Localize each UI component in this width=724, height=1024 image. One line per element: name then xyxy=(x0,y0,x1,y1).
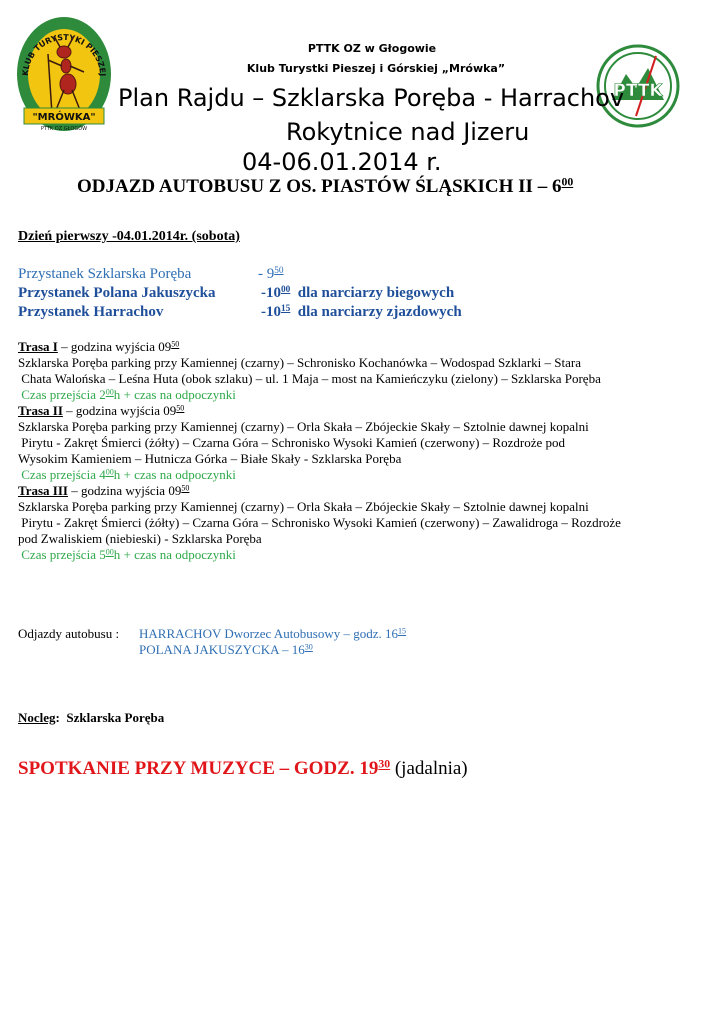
route-heading: Trasa I – godzina wyjścia $09^{50}$ xyxy=(18,339,180,354)
route-heading: Trasa III – godzina wyjścia $09^{50}$ xyxy=(18,483,190,498)
stop-label: Przystanek Polana Jakuszycka xyxy=(18,285,216,301)
route-heading: Trasa II – godzina wyjścia $09^{50}$ xyxy=(18,403,185,418)
page-title-line2: Rokytnice nad Jizeru xyxy=(286,118,530,146)
route-line: Pirytu - Zakręt Śmierci (żółty) – Czarna Góra – Schronisko Wysoki Kamień (czerwony) – Rozdroże pod xyxy=(18,435,565,450)
stop-row xyxy=(18,265,284,283)
meeting-notice: SPOTKANIE PRZY MUZYCE – GODZ. $19^{30}$ (jadalnia) xyxy=(18,757,468,779)
routes-section xyxy=(18,339,718,563)
route-line: Pirytu - Zakręt Śmierci (żółty) – Czarna Góra – Schronisko Wysoki Kamień (czerwony) – Zawalidroga – Rozdroże xyxy=(18,515,621,530)
trip-dates: 04-06.01.2014 r. xyxy=(242,148,442,176)
route-line: Szklarska Poręba parking przy Kamiennej (czarny) – Orla Skała – Zbójeckie Skały – Sztolnie dawnej kopalni xyxy=(18,419,589,434)
stop-time: $-10^{00}$ dla narciarzy biegowych xyxy=(261,284,455,301)
stop-time: - $9^{50}$ xyxy=(258,265,284,282)
club-name: Klub Turystki Pieszej i Górskiej „Mrówka” xyxy=(246,62,506,75)
route-line: Szklarska Poręba parking przy Kamiennej (czarny) – Schronisko Kochanówka – Wodospad Szklarki – Stara xyxy=(18,355,581,370)
lodging: Nocleg: Szklarska Poręba xyxy=(18,710,165,725)
logo-bottom-text: PTTK OZ GŁOGÓW xyxy=(40,126,88,132)
stop-label: Przystanek Szklarska Poręba xyxy=(18,266,192,282)
bus-line: POLANA JAKUSZYCKA – $16^{30}$ xyxy=(139,642,313,657)
stop-label: Przystanek Harrachov xyxy=(18,304,164,320)
org-name: PTTK OZ w Głogowie xyxy=(307,42,437,55)
logo-ring-text: KLUB TURYSTYKI PIESZEJ xyxy=(20,32,108,77)
stop-time: $-10^{15}$ dla narciarzy zjazdowych xyxy=(261,303,462,320)
bus-label: Odjazdy autobusu : xyxy=(18,626,120,641)
day-heading: Dzień pierwszy -04.01.2014r. (sobota) xyxy=(18,229,240,244)
route-line: Szklarska Poręba parking przy Kamiennej (czarny) – Orla Skała – Zbójeckie Skały – Sztolnie dawnej kopalni xyxy=(18,499,589,514)
route-line: Wysokim Kamieniem – Hutnicza Górka – Białe Skały - Szklarska Poręba xyxy=(18,451,402,466)
mrowka-club-logo xyxy=(14,14,114,136)
stop-row xyxy=(18,284,455,302)
route-time: Czas przejścia $2^{00}h$ + czas na odpoczynki xyxy=(18,387,236,402)
departure-heading: ODJAZD AUTOBUSU Z OS. PIASTÓW ŚLĄSKICH II – $6^{00}$ xyxy=(77,175,574,197)
bus-line: HARRACHOV Dworzec Autobusowy – godz. $16^{15}$ xyxy=(139,626,407,641)
logo-banner-text: "MRÓWKA" xyxy=(32,112,96,123)
page-title: Plan Rajdu – Szklarska Poręba - Harrachov xyxy=(118,84,625,112)
route-time: Czas przejścia $4^{00}h$ + czas na odpoczynki xyxy=(18,467,236,482)
route-time: Czas przejścia $5^{00}h$ + czas na odpoczynki xyxy=(18,547,236,562)
route-line: Chata Walońska – Leśna Huta (obok szlaku) – ul. 1 Maja – most na Kamieńczyku (zielony) – Szklarska Poręba xyxy=(18,371,601,386)
pttk-logo-text: PTTK xyxy=(613,81,663,101)
route-line: pod Zwaliskiem (niebieski) - Szklarska Poręba xyxy=(18,531,262,546)
stop-row xyxy=(18,303,462,321)
